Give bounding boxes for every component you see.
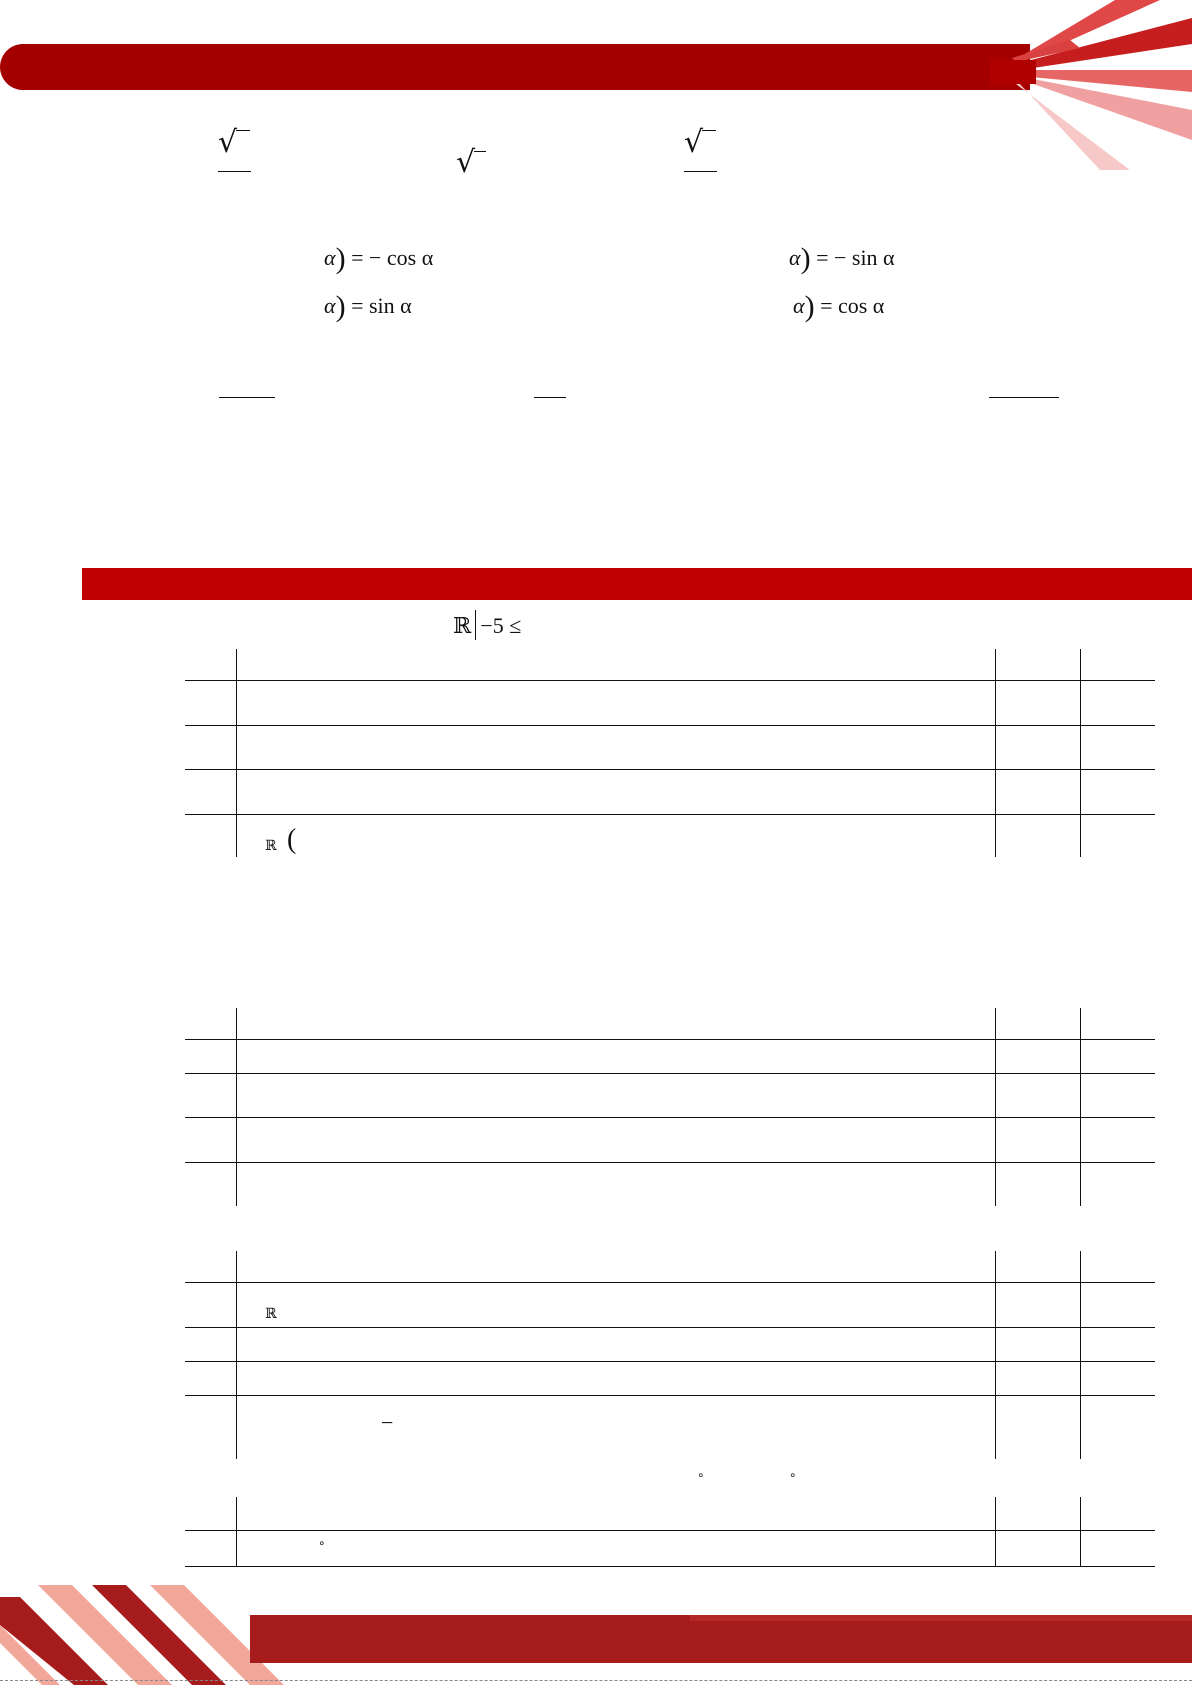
fraction-bar-b <box>534 397 566 398</box>
identity-rhs: = cos α <box>820 293 885 318</box>
identity-rhs: = − sin α <box>816 245 895 270</box>
identity-row2-right: α) = cos α <box>793 290 885 323</box>
table-row <box>185 1361 1155 1362</box>
identity-row1-left: α) = − cos α <box>324 242 434 275</box>
identity-alpha: α <box>324 293 336 318</box>
table-row <box>185 680 1155 681</box>
sqrt-symbol-1: √ <box>218 125 238 160</box>
fraction-bar-a <box>219 397 275 398</box>
footer-band-light <box>690 1615 1192 1621</box>
table-row <box>185 725 1155 726</box>
table-row <box>185 1073 1155 1074</box>
sqrt-symbol-3: √ <box>684 125 704 160</box>
table-row <box>185 1039 1155 1040</box>
table-row <box>185 1566 1155 1567</box>
table-row <box>185 769 1155 770</box>
set-inequality: −5 ≤ <box>480 613 522 638</box>
section-band <box>82 568 1192 600</box>
table-row <box>185 1282 1155 1283</box>
sqrt-symbol-2: √ <box>456 145 476 180</box>
degree-marker-1: ∘ <box>697 1468 705 1482</box>
table-row <box>185 1117 1155 1118</box>
fraction-bar-c <box>989 397 1059 398</box>
fraction-bar-1 <box>218 171 251 172</box>
table-row <box>185 1162 1155 1163</box>
identity-rhs: = − cos α <box>351 245 434 270</box>
identity-row1-right: α) = − sin α <box>789 242 895 275</box>
table1-reals-glyph: ℝ <box>265 839 277 854</box>
table3-bar-glyph: − <box>381 1410 394 1435</box>
footer-band <box>250 1615 1192 1663</box>
footer-rule <box>0 1680 1192 1681</box>
table-row <box>185 1530 1155 1531</box>
identity-row2-left: α) = sin α <box>324 290 412 323</box>
sqrt-overbar-2 <box>474 151 486 152</box>
fraction-bar-3 <box>684 171 717 172</box>
header-banner <box>0 44 1030 90</box>
identity-alpha: α <box>324 245 336 270</box>
header-burst-graphic <box>930 0 1192 170</box>
identity-rhs: = sin α <box>351 293 412 318</box>
set-reals-symbol: ℝ <box>453 613 472 638</box>
degree-marker-3: ∘ <box>318 1536 326 1550</box>
set-expression <box>453 610 521 640</box>
degree-marker-2: ∘ <box>789 1468 797 1482</box>
table-row <box>185 1327 1155 1328</box>
table-row <box>185 1395 1155 1396</box>
sqrt-overbar-3 <box>702 130 716 131</box>
table-row <box>185 814 1155 815</box>
table3-reals-glyph: ℝ <box>265 1307 277 1322</box>
sqrt-overbar-1 <box>236 130 250 131</box>
identity-alpha: α <box>793 293 805 318</box>
table1-paren-glyph: ( <box>287 824 297 855</box>
identity-alpha: α <box>789 245 801 270</box>
